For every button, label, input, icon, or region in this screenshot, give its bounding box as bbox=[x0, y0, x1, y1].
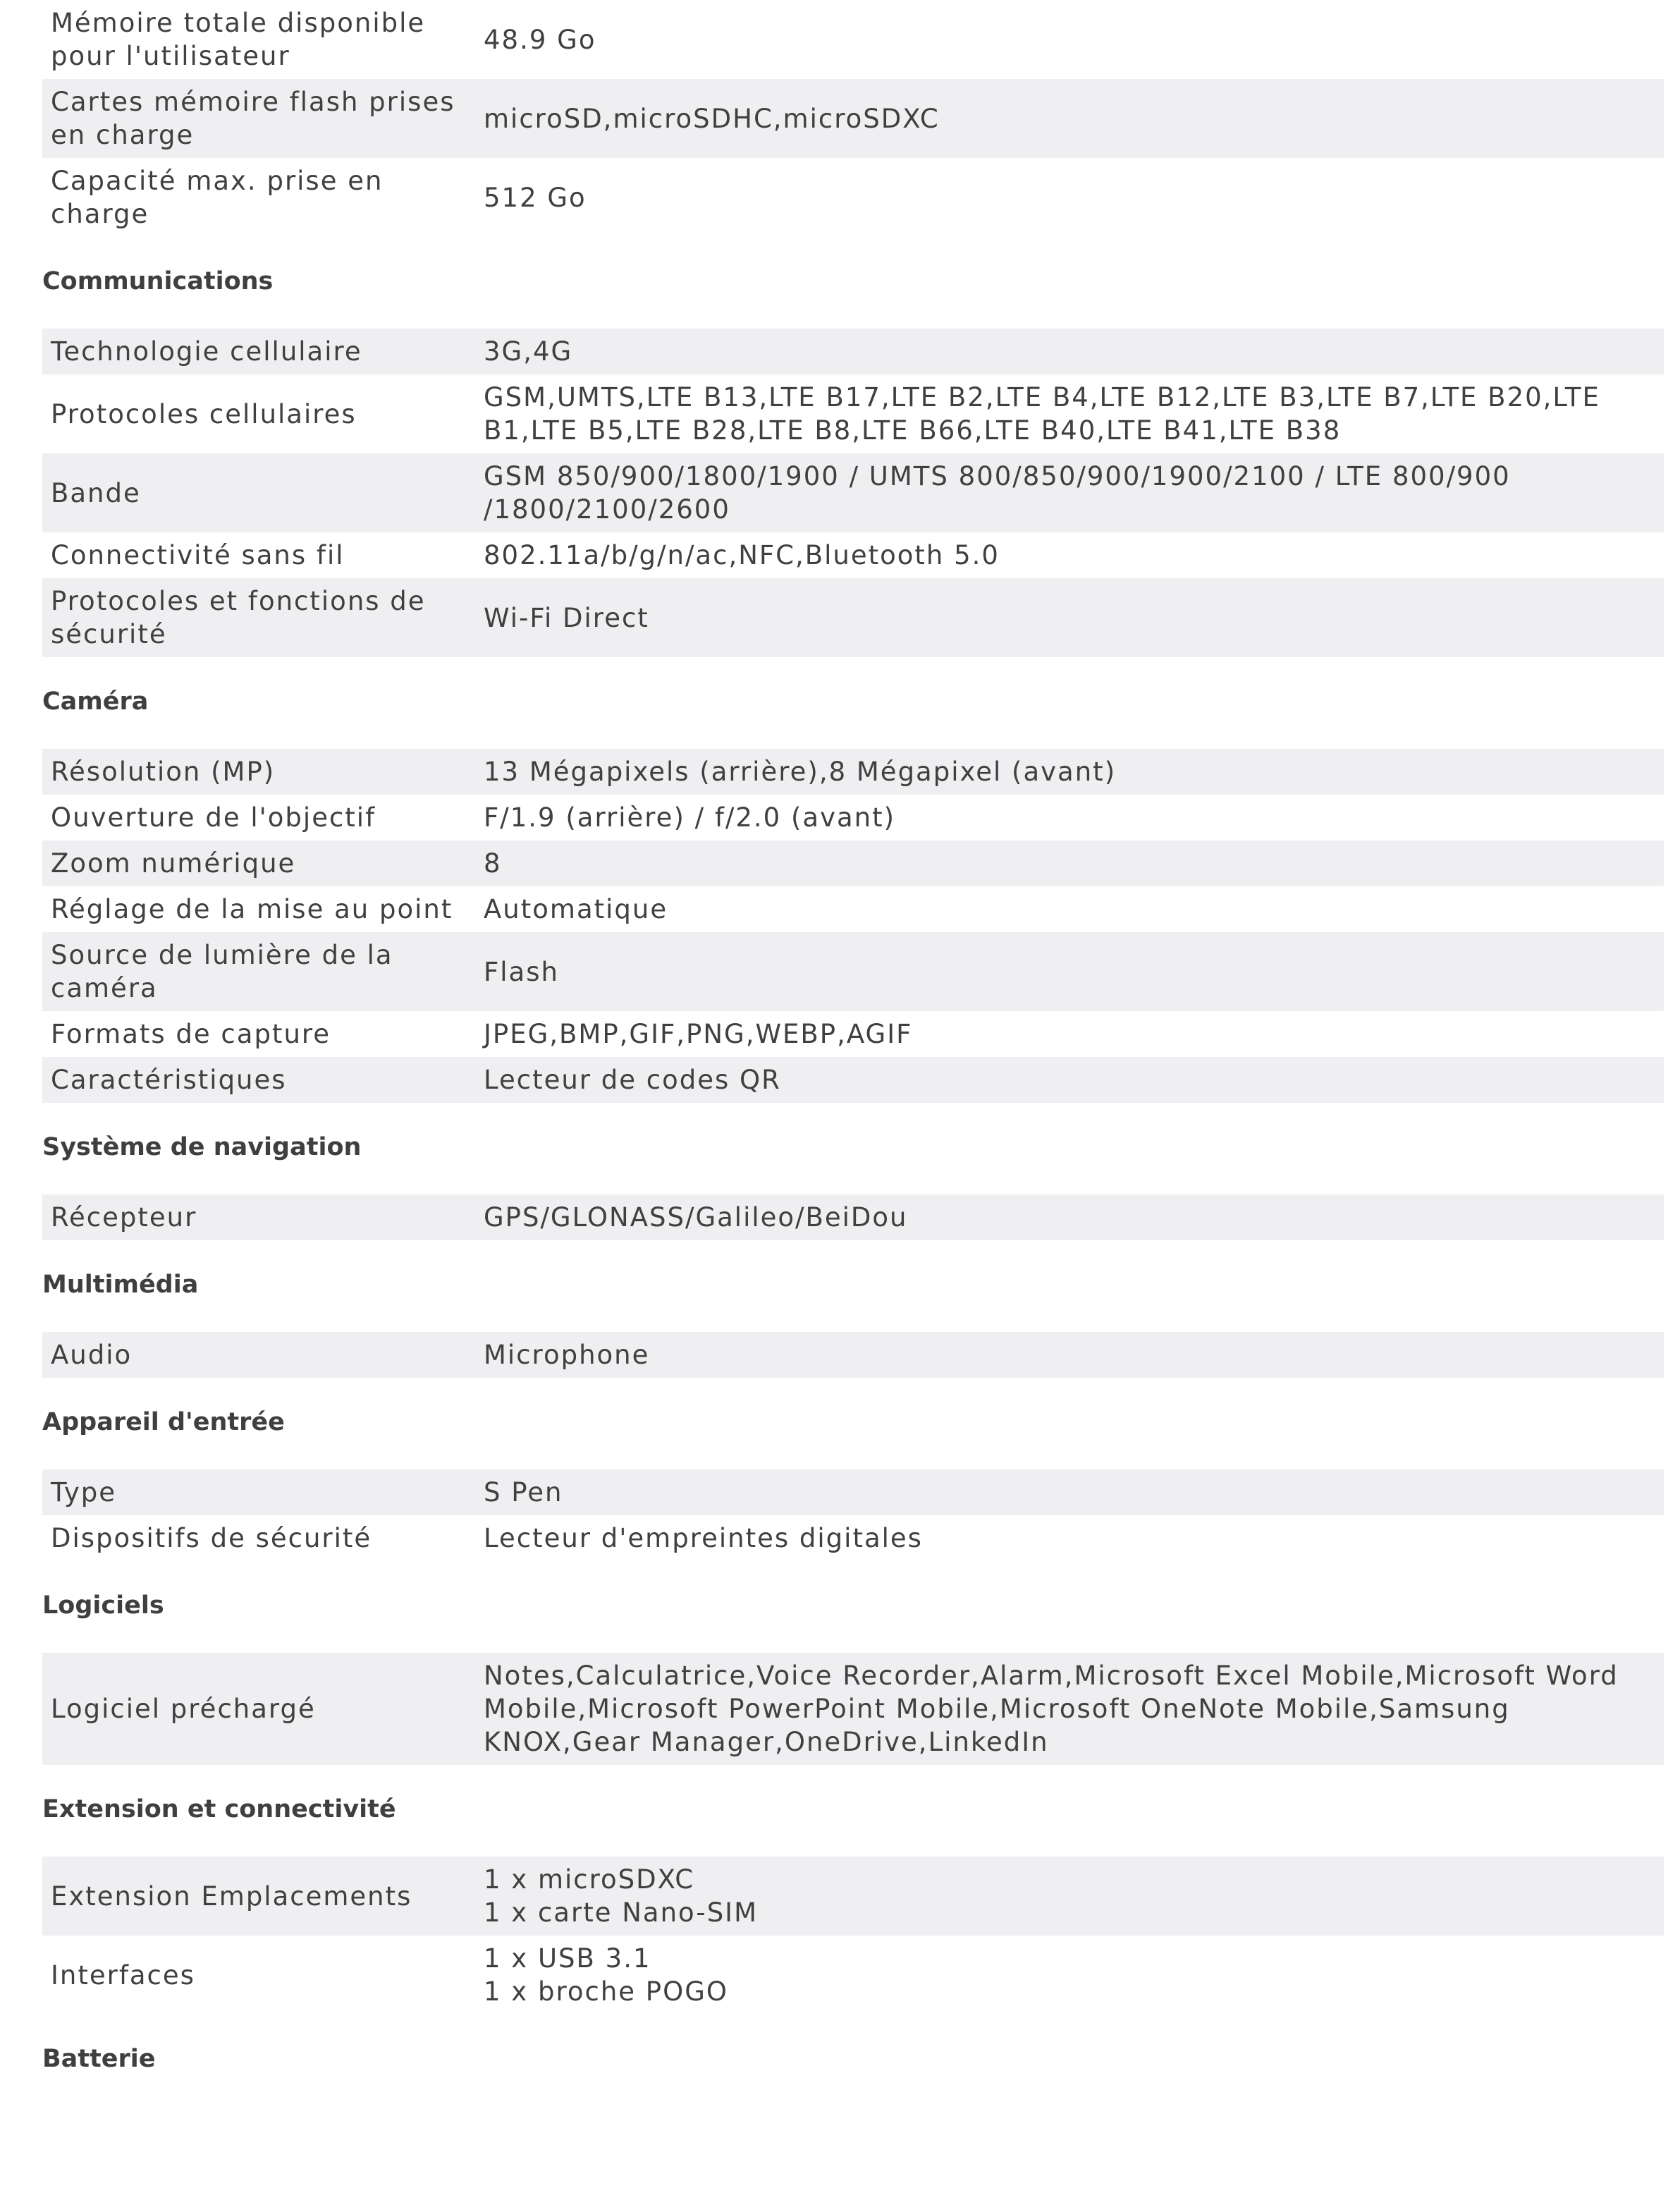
spec-table bbox=[42, 1194, 1664, 1240]
spec-table bbox=[42, 1469, 1664, 1561]
spec-row bbox=[42, 329, 1664, 374]
spec-label: Dispositifs de sécurité bbox=[42, 1515, 475, 1561]
spec-value: Microphone bbox=[475, 1332, 1664, 1378]
spec-row bbox=[42, 1057, 1664, 1103]
spec-label: Audio bbox=[42, 1332, 475, 1378]
spec-label: Réglage de la mise au point bbox=[42, 886, 475, 932]
spec-row bbox=[42, 79, 1664, 158]
spec-row bbox=[42, 532, 1664, 578]
spec-label: Connectivité sans fil bbox=[42, 532, 475, 578]
section-title: Multimédia bbox=[42, 1271, 199, 1299]
section-title: Extension et connectivité bbox=[42, 1795, 396, 1823]
spec-value: Notes,Calculatrice,Voice Recorder,Alarm,Microsoft Excel Mobile,Microsoft Word Mobile,Microsoft PowerPoint Mobile,Microsoft OneNote Mobile,Samsung KNOX,Gear Manager,OneDrive,LinkedIn bbox=[475, 1653, 1664, 1765]
spec-row bbox=[42, 158, 1664, 237]
spec-row bbox=[42, 749, 1664, 795]
spec-label: Récepteur bbox=[42, 1194, 475, 1240]
spec-table bbox=[42, 749, 1664, 1103]
spec-label: Type bbox=[42, 1469, 475, 1515]
spec-value: 1 x microSDXC 1 x carte Nano-SIM bbox=[475, 1857, 1664, 1936]
spec-label: Capacité max. prise en charge bbox=[42, 158, 475, 237]
spec-value: Flash bbox=[475, 932, 1664, 1011]
spec-label: Ouverture de l'objectif bbox=[42, 795, 475, 840]
spec-label: Zoom numérique bbox=[42, 840, 475, 886]
spec-row bbox=[42, 1515, 1664, 1561]
spec-value: GSM,UMTS,LTE B13,LTE B17,LTE B2,LTE B4,LTE B12,LTE B3,LTE B7,LTE B20,LTE B1,LTE B5,LTE B28,LTE B8,LTE B66,LTE B40,LTE B41,LTE B38 bbox=[475, 374, 1664, 453]
spec-value: S Pen bbox=[475, 1469, 1664, 1515]
spec-value: Lecteur d'empreintes digitales bbox=[475, 1515, 1664, 1561]
spec-label: Cartes mémoire flash prises en charge bbox=[42, 79, 475, 158]
spec-table bbox=[42, 329, 1664, 657]
spec-label: Protocoles cellulaires bbox=[42, 374, 475, 453]
spec-row bbox=[42, 453, 1664, 532]
spec-value: microSD,microSDHC,microSDXC bbox=[475, 79, 1664, 158]
spec-value: 802.11a/b/g/n/ac,NFC,Bluetooth 5.0 bbox=[475, 532, 1664, 578]
spec-value: Lecteur de codes QR bbox=[475, 1057, 1664, 1103]
spec-row bbox=[42, 1936, 1664, 2015]
spec-value: 1 x USB 3.1 1 x broche POGO bbox=[475, 1936, 1664, 2015]
spec-value: 48.9 Go bbox=[475, 0, 1664, 79]
spec-value: 13 Mégapixels (arrière),8 Mégapixel (avant) bbox=[475, 749, 1664, 795]
spec-row bbox=[42, 1469, 1664, 1515]
spec-row bbox=[42, 1194, 1664, 1240]
spec-table bbox=[42, 1653, 1664, 1765]
spec-label: Formats de capture bbox=[42, 1011, 475, 1057]
spec-value: GSM 850/900/1800/1900 / UMTS 800/850/900/1900/2100 / LTE 800/900 /1800/2100/2600 bbox=[475, 453, 1664, 532]
spec-row bbox=[42, 578, 1664, 657]
spec-label: Logiciel préchargé bbox=[42, 1653, 475, 1765]
spec-value: GPS/GLONASS/Galileo/BeiDou bbox=[475, 1194, 1664, 1240]
spec-value: F/1.9 (arrière) / f/2.0 (avant) bbox=[475, 795, 1664, 840]
spec-value: 8 bbox=[475, 840, 1664, 886]
spec-value: Wi-Fi Direct bbox=[475, 578, 1664, 657]
spec-row bbox=[42, 0, 1664, 79]
spec-label: Mémoire totale disponible pour l'utilisateur bbox=[42, 0, 475, 79]
spec-value: 3G,4G bbox=[475, 329, 1664, 374]
spec-label: Source de lumière de la caméra bbox=[42, 932, 475, 1011]
spec-label: Résolution (MP) bbox=[42, 749, 475, 795]
section-title: Batterie bbox=[42, 2045, 156, 2073]
section-title: Caméra bbox=[42, 687, 149, 716]
spec-label: Interfaces bbox=[42, 1936, 475, 2015]
section-title: Système de navigation bbox=[42, 1133, 362, 1161]
spec-sheet bbox=[42, 0, 1664, 2106]
spec-label: Protocoles et fonctions de sécurité bbox=[42, 578, 475, 657]
spec-table bbox=[42, 0, 1664, 237]
spec-row bbox=[42, 886, 1664, 932]
spec-label: Extension Emplacements bbox=[42, 1857, 475, 1936]
spec-row bbox=[42, 1653, 1664, 1765]
spec-label: Caractéristiques bbox=[42, 1057, 475, 1103]
spec-table bbox=[42, 1857, 1664, 2015]
spec-row bbox=[42, 840, 1664, 886]
spec-row bbox=[42, 932, 1664, 1011]
spec-row bbox=[42, 1011, 1664, 1057]
spec-row bbox=[42, 1857, 1664, 1936]
section-title: Logiciels bbox=[42, 1591, 164, 1620]
spec-value: JPEG,BMP,GIF,PNG,WEBP,AGIF bbox=[475, 1011, 1664, 1057]
section-title: Appareil d'entrée bbox=[42, 1408, 285, 1436]
spec-table bbox=[42, 1332, 1664, 1378]
spec-value: Automatique bbox=[475, 886, 1664, 932]
spec-value: 512 Go bbox=[475, 158, 1664, 237]
spec-label: Bande bbox=[42, 453, 475, 532]
spec-row bbox=[42, 374, 1664, 453]
spec-row bbox=[42, 795, 1664, 840]
section-title: Communications bbox=[42, 267, 274, 295]
spec-row bbox=[42, 1332, 1664, 1378]
spec-label: Technologie cellulaire bbox=[42, 329, 475, 374]
